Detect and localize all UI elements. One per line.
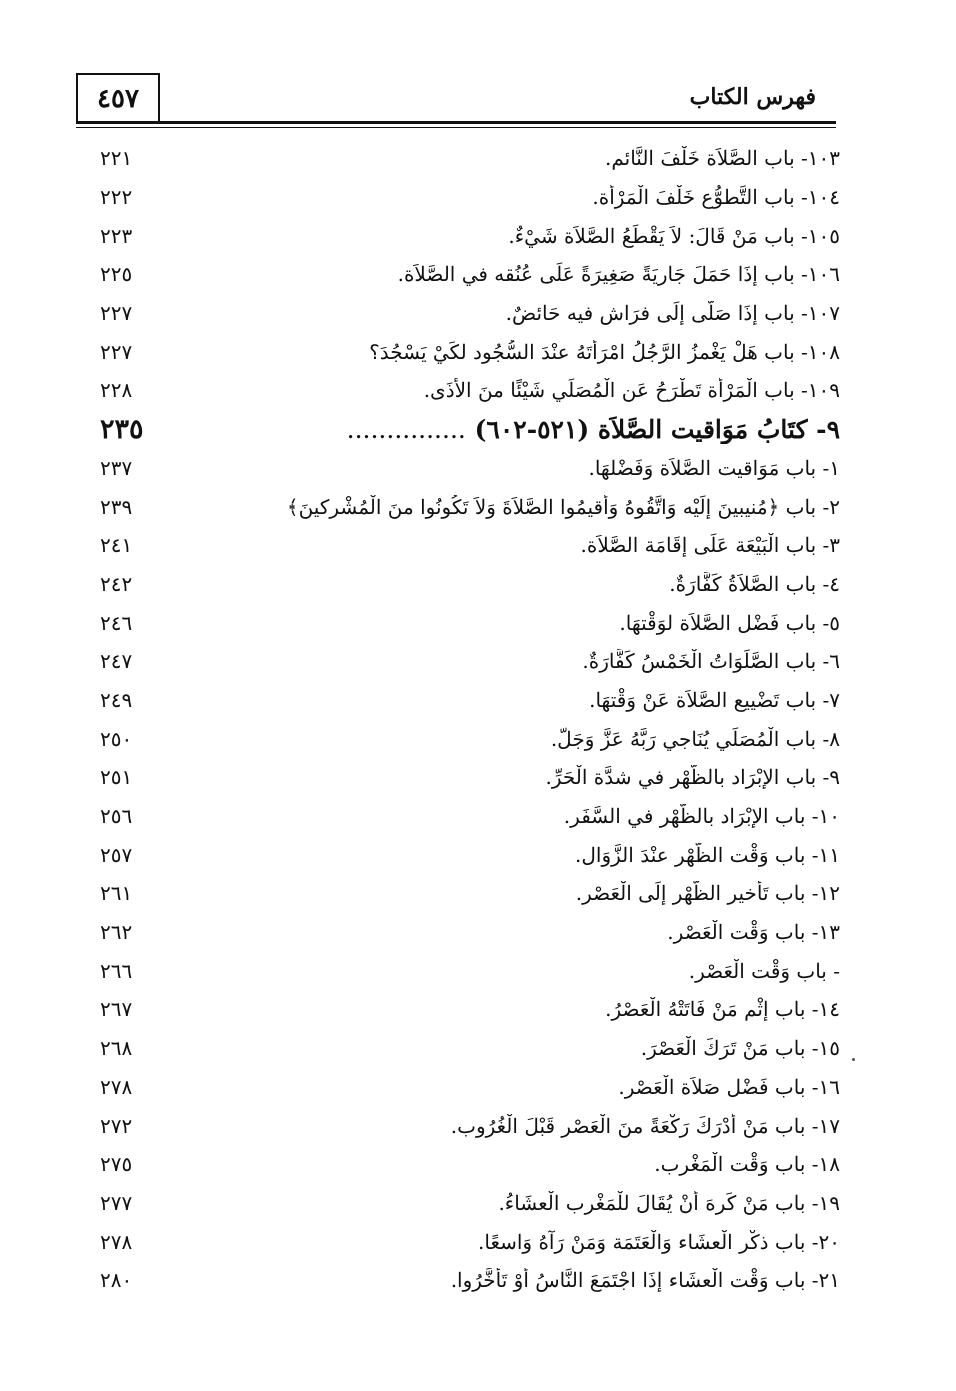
toc-entry: [100, 1145, 840, 1184]
toc-entry-title: ٧- باب تَضْييع الصَّلاَة عَنْ وَقْتهَا.: [589, 687, 840, 712]
toc-entry: [100, 565, 840, 604]
toc-entry: [100, 797, 840, 836]
toc-page-number: ٢٥٦: [100, 804, 133, 829]
toc-entry: [100, 951, 840, 990]
toc-entry: [100, 1106, 840, 1145]
toc-entry-title: ١٢- باب تَأْخير الظُّهْر إِلَى الْعَصْر.: [575, 881, 840, 906]
toc-entry: [100, 603, 840, 642]
chapter-page-number: ٢٣٥: [100, 413, 144, 445]
toc-entry-title: ٦- باب الصَّلَوَاتُ الْخَمْسُ كَفَّارَةٌ.: [582, 649, 840, 674]
toc-page-number: ٢٦١: [100, 881, 133, 906]
toc-page-number: ٢٢٧: [100, 339, 133, 364]
toc-entry: [100, 990, 840, 1029]
toc-entry-title: ١٠- باب الإبْرَاد بالظُّهْر في السَّفَر.: [563, 804, 840, 829]
toc-entry: [100, 178, 840, 217]
toc-entry-title: ١- باب مَوَاقيت الصَّلاَة وَفَضْلهَا.: [588, 455, 840, 480]
toc-entry-title: ١٠٤- باب التَّطوُّع خَلْفَ الْمَرْأَة.: [592, 185, 840, 210]
toc-entry: [100, 139, 840, 178]
toc-entry-title: - باب وَقْت الْعَصْر.: [688, 958, 840, 983]
toc-entry-title: ٣- باب الْبَيْعَة عَلَى إقَامَة الصَّلاَة.: [580, 533, 840, 558]
toc-entry: [100, 1029, 840, 1068]
toc-entry: [100, 874, 840, 913]
toc-entry-title: ١١- باب وَقْت الظُّهْر عنْدَ الزَّوَال.: [575, 842, 840, 867]
toc-page-number: ٢٢٧: [100, 301, 133, 326]
toc-page-number: ٢٤٦: [100, 610, 133, 635]
toc-entry-title: ١٨- باب وَقْت الْمَغْرب.: [654, 1152, 840, 1177]
toc-entry: [100, 758, 840, 797]
toc-entry-title: ١٩- باب مَنْ كَرهَ أَنْ يُقَالَ للْمَغْرب الْعشَاءُ.: [498, 1190, 840, 1215]
toc-entry: [100, 719, 840, 758]
toc-page-number: ٢٥٠: [100, 726, 133, 751]
toc-page-number: ٢٧٧: [100, 1190, 133, 1215]
toc-entry: [100, 294, 840, 333]
toc-entry-title: ١٠٧- باب إِذَا صَلَّى إِلَى فرَاش فيه حَائضٌ.: [505, 301, 840, 326]
toc-entry-title: ١٠٥- باب مَنْ قَالَ: لاَ يَقْطَعُ الصَّلاَة شَيْءٌ.: [508, 223, 840, 248]
page-number: ٤٥٧: [76, 73, 160, 123]
toc-entry: [100, 487, 840, 526]
toc-entry-title: ٤- باب الصَّلاَةُ كَفَّارَةٌ.: [669, 571, 840, 596]
toc-page-number: ٢٧٨: [100, 1229, 133, 1254]
toc-page-number: ٢٧٨: [100, 1074, 133, 1099]
scan-speck: [852, 1058, 855, 1061]
chapter-leader-dots: ...............: [346, 414, 466, 444]
toc-page-number: ٢٤٢: [100, 571, 133, 596]
toc-entry: [100, 1222, 840, 1261]
chapter-title-line: [160, 415, 840, 444]
toc-entry-title: ١٠٣- باب الصَّلاَة خَلْفَ النَّائم.: [604, 146, 840, 171]
header-rule-thick: [76, 121, 836, 124]
toc-entry-title: ١٧- باب مَنْ أَدْرَكَ رَكْعَةً منَ الْعَصْر قَبْلَ الْغُرُوب.: [450, 1113, 840, 1138]
toc-page-number: ٢٧٥: [100, 1152, 133, 1177]
toc-entry-title: ٥- باب فَضْل الصَّلاَة لوَقْتهَا.: [619, 610, 840, 635]
header-rule-thin: [76, 127, 836, 128]
toc-entry-title: ١٠٨- باب هَلْ يَغْمزُ الرَّجُلُ امْرَأَتَهُ عنْدَ السُّجُود لكَيْ يَسْجُدَ؟: [369, 339, 840, 364]
toc-entry: [100, 332, 840, 371]
toc-entry-title: ١٥- باب مَنْ تَرَكَ الْعَصْرَ.: [640, 1036, 840, 1061]
chapter-heading: [100, 410, 840, 449]
toc-page-number: ٢٥١: [100, 765, 133, 790]
toc-entry: [100, 642, 840, 681]
toc-page-number: ٢٢٨: [100, 378, 133, 403]
toc-page-number: ٢٤١: [100, 533, 133, 558]
toc-entry: [100, 681, 840, 720]
toc-entry-title: ١٣- باب وَقْت الْعَصْر.: [667, 920, 840, 945]
toc-entry: [100, 449, 840, 488]
toc-page-number: ٢٦٢: [100, 920, 133, 945]
toc-entry-title: ٩- باب الإبْرَاد بالظُّهْر في شدَّة الْحَرِّ.: [545, 765, 840, 790]
toc-entry-title: ١٤- باب إِثْم مَنْ فَاتَتْهُ الْعَصْرُ.: [605, 997, 840, 1022]
toc-page-number: ٢٨٠: [100, 1268, 133, 1293]
toc-entry-title: ٢- باب ﴿مُنيبينَ إِلَيْه وَاتَّقُوهُ وَأَقيمُوا الصَّلاَةَ وَلاَ تَكُونُوا منَ الْمُشْركينَ﴾: [286, 494, 840, 519]
toc-page-number: ٢٦٧: [100, 997, 133, 1022]
toc-page-number: ٢٢٣: [100, 223, 133, 248]
toc-entry-title: ٢٠- باب ذكْر الْعشَاء وَالْعَتَمَة وَمَنْ رَآهُ وَاسعًا.: [478, 1229, 840, 1254]
toc-entry-title: ١٠٩- باب الْمَرْأَة تَطْرَحُ عَنِ الْمُصَلِّي شَيْئًا منَ الأَذَى.: [423, 378, 840, 403]
toc-entry: [100, 255, 840, 294]
toc-page-number: ٢٣٧: [100, 455, 133, 480]
toc-page-number: ٢٢١: [100, 146, 133, 171]
toc-page-number: ٢٦٦: [100, 958, 133, 983]
toc-entry: [100, 1068, 840, 1107]
toc-entry: [100, 835, 840, 874]
toc-page-number: ٢٦٨: [100, 1036, 133, 1061]
toc-page-number: ٢٢٥: [100, 262, 133, 287]
toc-page-number: ٢٢٢: [100, 185, 133, 210]
toc-page-number: ٢٥٧: [100, 842, 133, 867]
toc-entry-title: ٢١- باب وَقْت الْعشَاء إِذَا اجْتَمَعَ النَّاسُ أَوْ تَأَخَّرُوا.: [450, 1268, 840, 1293]
toc-entry: [100, 371, 840, 410]
toc-page-number: ٢٤٩: [100, 687, 133, 712]
toc-entry: [100, 913, 840, 952]
chapter-title: ٩- كتَابُ مَوَاقيت الصَّلاَة (٥٢١-٦٠٢): [474, 414, 840, 444]
table-of-contents: [100, 139, 840, 1300]
toc-entry-title: ١٠٦- باب إذَا حَمَلَ جَارِيَةً صَغِيرَةً عَلَى عُنُقه في الصَّلاَة.: [397, 262, 840, 287]
toc-entry: [100, 1261, 840, 1300]
toc-entry: [100, 1184, 840, 1223]
running-title: فهرس الكتاب: [689, 84, 816, 110]
toc-page-number: ٢٣٩: [100, 494, 133, 519]
toc-entry: [100, 216, 840, 255]
toc-entry-title: ١٦- باب فَضْل صَلاَة الْعَصْر.: [618, 1074, 840, 1099]
toc-entry: [100, 526, 840, 565]
toc-entry-title: ٨- باب الْمُصَلِّي يُنَاجي رَبَّهُ عَزَّ وَجَلَّ.: [550, 726, 840, 751]
toc-page-number: ٢٧٢: [100, 1113, 133, 1138]
toc-page-number: ٢٤٧: [100, 649, 133, 674]
